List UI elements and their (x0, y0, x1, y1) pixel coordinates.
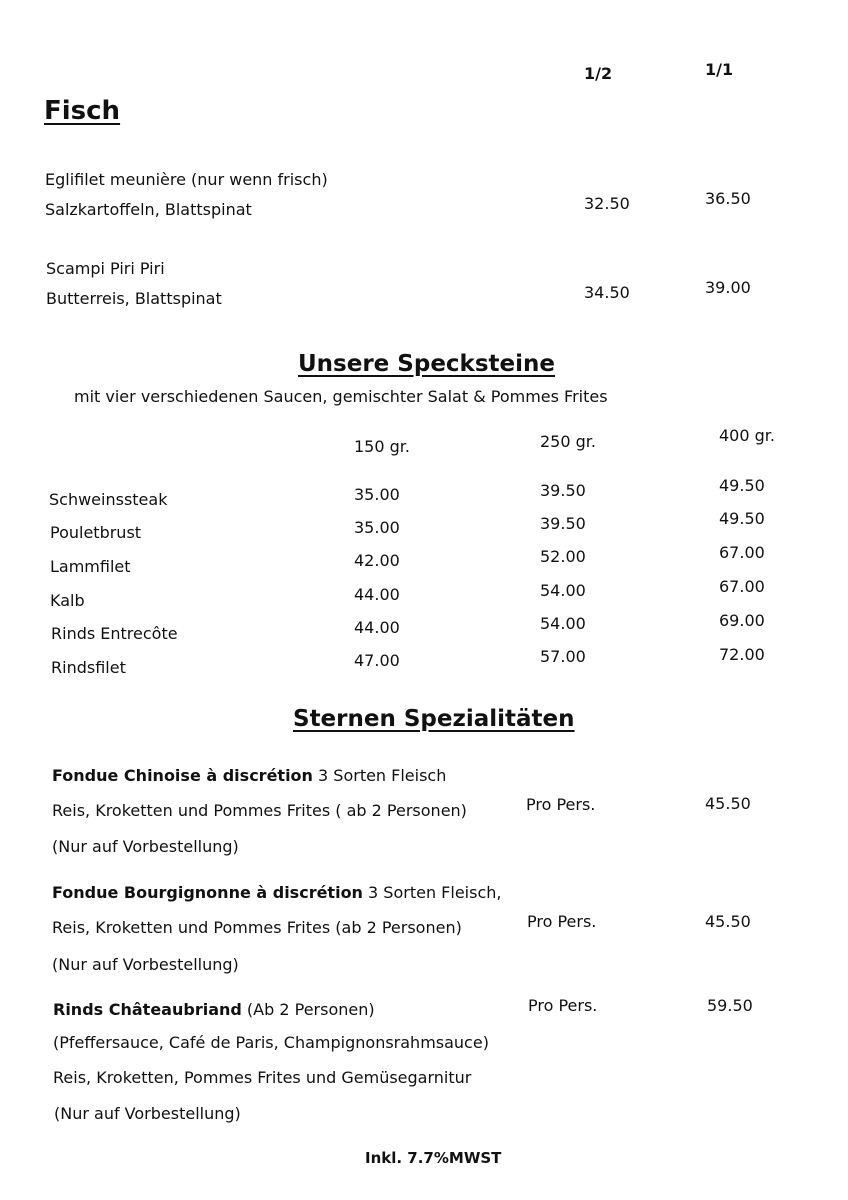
specksteine-row-price-400: 67.00 (719, 543, 765, 562)
specksteine-row-price-150: 44.00 (354, 618, 400, 637)
specksteine-row-price-250: 52.00 (540, 547, 586, 566)
fisch-item-1-line2: Salzkartoffeln, Blattspinat (45, 200, 252, 219)
sternen-item-2-line2: Reis, Kroketten und Pommes Frites (ab 2 Personen) (52, 918, 462, 937)
fisch-item-2-price-full: 39.00 (705, 278, 751, 297)
specksteine-row-price-250: 39.50 (540, 514, 586, 533)
specksteine-row-name: Kalb (50, 591, 85, 610)
sternen-item-2-suffix: 3 Sorten Fleisch, (362, 883, 502, 902)
specksteine-row-price-250: 57.00 (540, 647, 586, 666)
sternen-item-3-name: Rinds Châteaubriand (53, 1000, 242, 1019)
fisch-item-1-line1: Eglifilet meunière (nur wenn frisch) (45, 170, 328, 189)
sternen-item-2-price: 45.50 (705, 912, 751, 931)
specksteine-row-name: Lammfilet (50, 557, 131, 576)
sternen-item-3-line2: (Pfeffersauce, Café de Paris, Champignonsrahmsauce) (53, 1033, 489, 1052)
fisch-item-2-price-half: 34.50 (584, 283, 630, 302)
specksteine-row-price-150: 35.00 (354, 485, 400, 504)
sternen-item-2-title (52, 883, 501, 903)
fisch-item-1-price-full: 36.50 (705, 189, 751, 208)
fisch-item-2-line2: Butterreis, Blattspinat (46, 289, 222, 308)
specksteine-row-price-400: 72.00 (719, 645, 765, 664)
sternen-item-2-unit: Pro Pers. (527, 912, 597, 931)
sternen-item-1-line3: (Nur auf Vorbestellung) (52, 837, 239, 856)
specksteine-row-name: Schweinssteak (49, 490, 168, 509)
sternen-item-3-line3: Reis, Kroketten, Pommes Frites und Gemüsegarnitur (53, 1068, 472, 1087)
specksteine-row-price-250: 39.50 (540, 481, 586, 500)
specksteine-row-name: Rinds Entrecôte (51, 624, 178, 643)
specksteine-row-price-400: 69.00 (719, 611, 765, 630)
column-header-150: 150 gr. (354, 437, 410, 456)
sternen-item-1-line2: Reis, Kroketten und Pommes Frites ( ab 2 Personen) (52, 801, 467, 820)
specksteine-row-price-400: 49.50 (719, 476, 765, 495)
column-header-full: 1/1 (705, 60, 734, 79)
sternen-item-3-unit: Pro Pers. (528, 996, 598, 1015)
vat-note: Inkl. 7.7%MWST (365, 1149, 502, 1167)
sternen-item-1-unit: Pro Pers. (526, 795, 596, 814)
section-title-sternen: Sternen Spezialitäten (293, 706, 575, 732)
sternen-item-1-title (52, 766, 446, 786)
specksteine-row-price-400: 67.00 (719, 577, 765, 596)
sternen-item-2-name: Fondue Bourgignonne à discrétion (52, 883, 363, 902)
specksteine-row-price-150: 42.00 (354, 551, 400, 570)
fisch-item-1-price-half: 32.50 (584, 194, 630, 213)
specksteine-row-price-150: 47.00 (354, 651, 400, 670)
specksteine-subtitle: mit vier verschiedenen Saucen, gemischter Salat & Pommes Frites (74, 387, 608, 406)
column-header-250: 250 gr. (540, 432, 596, 451)
sternen-item-3-title (53, 1000, 375, 1020)
sternen-item-3-suffix: (Ab 2 Personen) (241, 1000, 375, 1019)
sternen-item-3-price: 59.50 (707, 996, 753, 1015)
sternen-item-2-line3: (Nur auf Vorbestellung) (52, 955, 239, 974)
sternen-item-1-name: Fondue Chinoise à discrétion (52, 766, 313, 785)
specksteine-row-price-150: 44.00 (354, 585, 400, 604)
section-title-specksteine: Unsere Specksteine (298, 351, 555, 377)
section-title-fisch: Fisch (44, 96, 121, 126)
specksteine-row-name: Rindsfilet (51, 658, 126, 677)
specksteine-row-price-400: 49.50 (719, 509, 765, 528)
sternen-item-1-suffix: 3 Sorten Fleisch (312, 766, 447, 785)
specksteine-row-name: Pouletbrust (50, 523, 142, 542)
column-header-half: 1/2 (584, 64, 613, 83)
sternen-item-3-line4: (Nur auf Vorbestellung) (54, 1104, 241, 1123)
specksteine-row-price-250: 54.00 (540, 614, 586, 633)
column-header-400: 400 gr. (719, 426, 775, 445)
fisch-item-2-line1: Scampi Piri Piri (46, 259, 165, 278)
sternen-item-1-price: 45.50 (705, 794, 751, 813)
specksteine-row-price-150: 35.00 (354, 518, 400, 537)
specksteine-row-price-250: 54.00 (540, 581, 586, 600)
